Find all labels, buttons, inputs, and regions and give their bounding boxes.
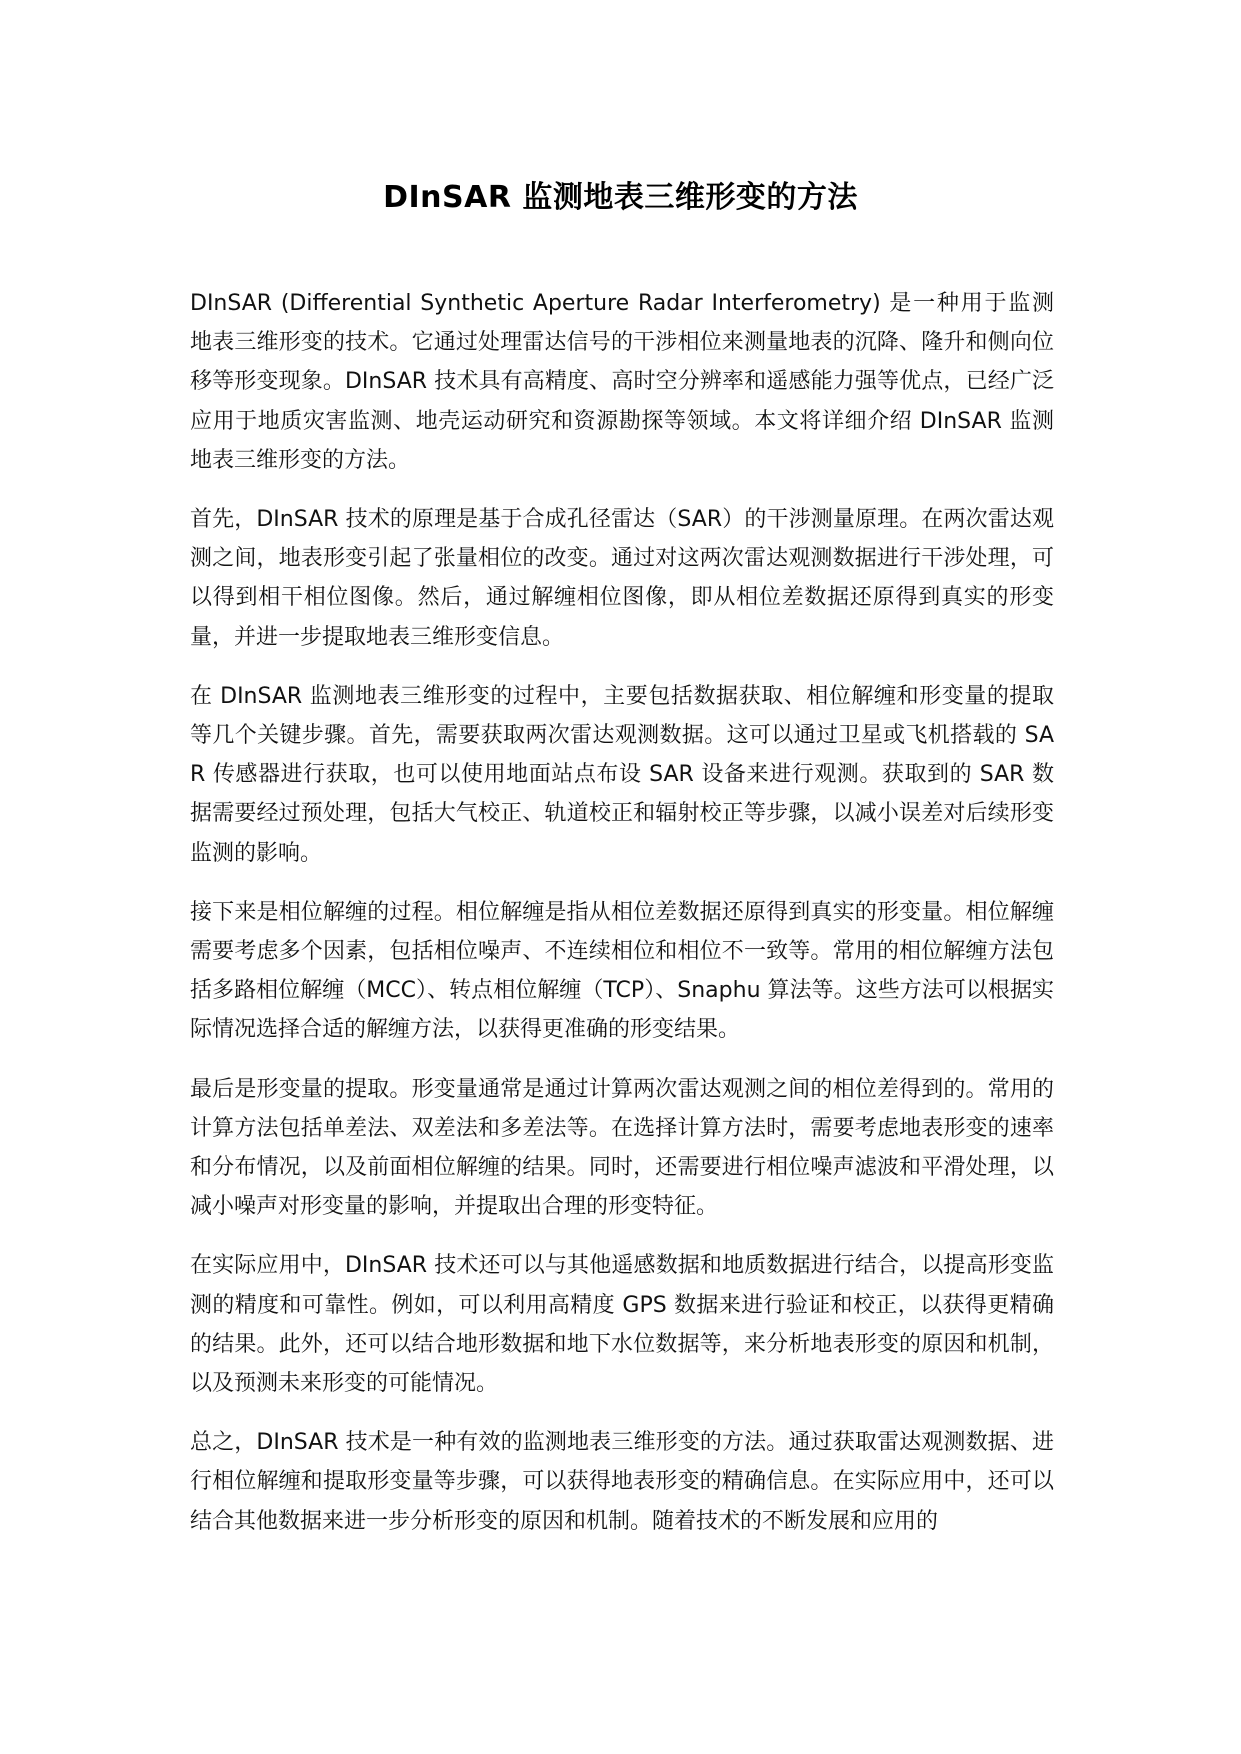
document-body <box>190 284 1054 1561</box>
paragraph-intro: DInSAR (Differential Synthetic Aperture Radar Interferometry) 是一种用于监测地表三维形变的技术。它通过处理雷达信号的干涉相位来测量地表的沉降、隆升和侧向位移等形变现象。DInSAR 技术具有高精度、高时空分辨率和遥感能力强等优点，已经广泛应用于地质灾害监测、地壳运动研究和资源勘探等领域。本文将详细介绍 DInSAR 监测地表三维形变的方法。 <box>190 291 1054 473</box>
paragraph-process: 在 DInSAR 监测地表三维形变的过程中，主要包括数据获取、相位解缠和形变量的提取等几个关键步骤。首先，需要获取两次雷达观测数据。这可以通过卫星或飞机搭载的 SAR 传感器进行获取，也可以使用地面站点布设 SAR 设备来进行观测。获取到的 SAR 数据需要经过预处理，包括大气校正、轨道校正和辐射校正等步骤，以减小误差对后续形变监测的影响。 <box>190 683 1054 866</box>
paragraph-phase-unwrapping: 接下来是相位解缠的过程。相位解缠是指从相位差数据还原得到真实的形变量。相位解缠需要考虑多个因素，包括相位噪声、不连续相位和相位不一致等。常用的相位解缠方法包括多路相位解缠（MCC）、转点相位解缠（TCP）、Snaphu 算法等。这些方法可以根据实际情况选择合适的解缠方法，以获得更准确的形变结果。 <box>190 899 1054 1043</box>
paragraph-deformation-extraction: 最后是形变量的提取。形变量通常是通过计算两次雷达观测之间的相位差得到的。常用的计算方法包括单差法、双差法和多差法等。在选择计算方法时，需要考虑地表形变的速率和分布情况，以及前面相位解缠的结果。同时，还需要进行相位噪声滤波和平滑处理，以减小噪声对形变量的影响，并提取出合理的形变特征。 <box>190 1076 1054 1220</box>
paragraph-conclusion: 总之，DInSAR 技术是一种有效的监测地表三维形变的方法。通过获取雷达观测数据、进行相位解缠和提取形变量等步骤，可以获得地表形变的精确信息。在实际应用中，还可以结合其他数据来进一步分析形变的原因和机制。随着技术的不断发展和应用的 <box>190 1430 1054 1534</box>
paragraph-applications: 在实际应用中，DInSAR 技术还可以与其他遥感数据和地质数据进行结合，以提高形变监测的精度和可靠性。例如，可以利用高精度 GPS 数据来进行验证和校正，以获得更精确的结果。此外，还可以结合地形数据和地下水位数据等，来分析地表形变的原因和机制，以及预测未来形变的可能情况。 <box>190 1253 1054 1397</box>
document-title: DInSAR 监测地表三维形变的方法 <box>383 180 858 215</box>
paragraph-principle: 首先，DInSAR 技术的原理是基于合成孔径雷达（SAR）的干涉测量原理。在两次雷达观测之间，地表形变引起了张量相位的改变。通过对这两次雷达观测数据进行干涉处理，可以得到相干相位图像。然后，通过解缠相位图像，即从相位差数据还原得到真实的形变量，并进一步提取地表三维形变信息。 <box>190 507 1054 650</box>
